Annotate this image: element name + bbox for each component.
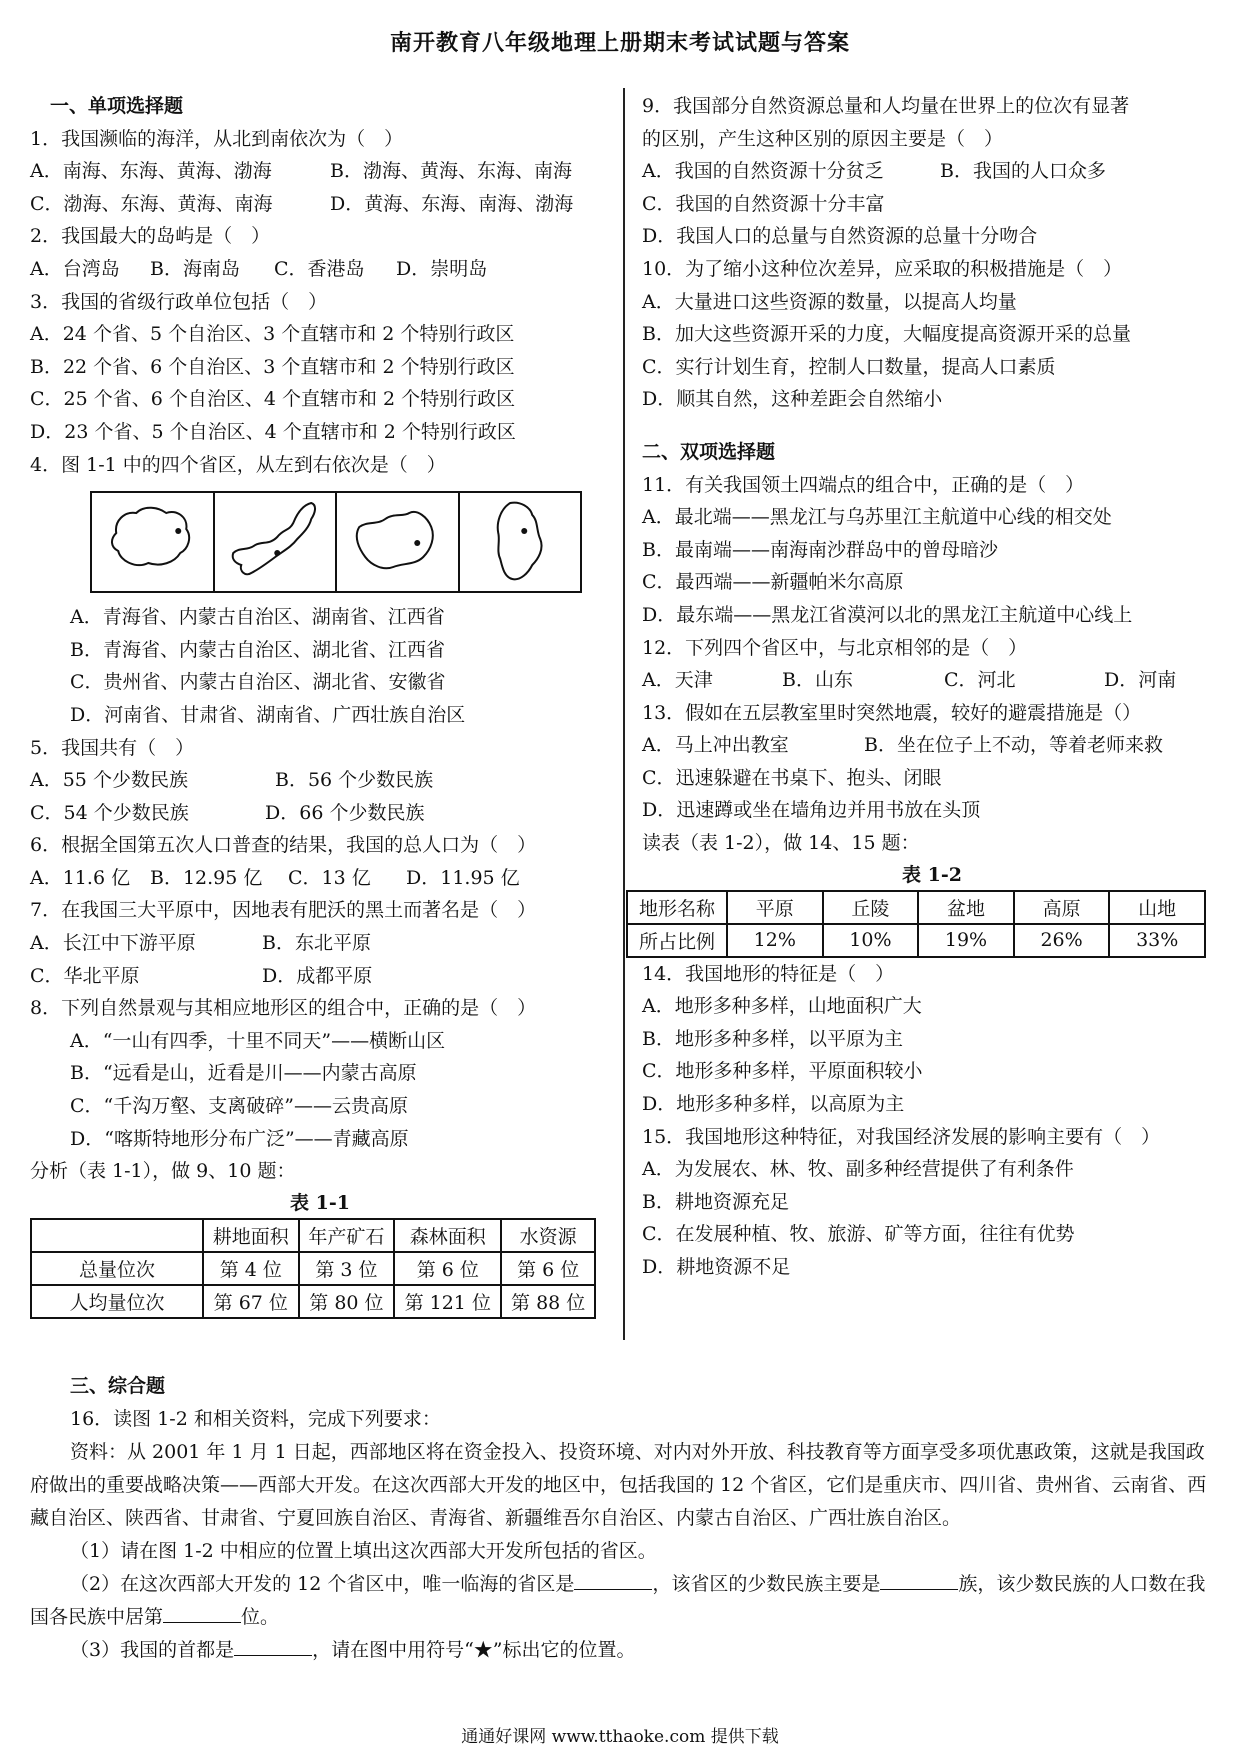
table-header-row	[627, 891, 1205, 924]
section-heading: 三、综合题	[70, 1375, 166, 1397]
question-9-options-ab	[642, 155, 1222, 188]
option-b: B．“远看是山，近看是川——内蒙古高原	[70, 1062, 417, 1085]
table-2-caption: 表 1-2	[902, 863, 962, 886]
option-c: C．渤海、东海、黄海、南海	[30, 192, 273, 215]
province-outline-2	[215, 493, 338, 591]
answer-blank[interactable]	[574, 1571, 652, 1590]
province-shape-icon	[215, 493, 336, 591]
option-d: D．最东端——黑龙江省漠河以北的黑龙江主航道中心线上	[642, 603, 1133, 626]
subquestion-3-text-1: （3）我国的首都是	[70, 1639, 235, 1661]
table-cell: 第 3 位	[299, 1252, 395, 1285]
question-13-options-ab	[642, 729, 1222, 762]
section-heading: 二、双项选择题	[642, 440, 776, 463]
option-d: D．顺其自然，这种差距会自然缩小	[642, 388, 943, 411]
option-c: C．地形多种多样，平原面积较小	[642, 1060, 923, 1083]
province-shape-icon	[92, 493, 213, 591]
table-cell: 人均量位次	[31, 1285, 203, 1318]
table-cell	[31, 1219, 203, 1252]
table-cell: 26%	[1014, 924, 1110, 957]
option-a: A．为发展农、林、牧、副多种经营提供了有利条件	[642, 1158, 1074, 1181]
subquestion-2-text-2: ，该省区的少数民族主要是	[652, 1573, 881, 1595]
question-8: 8．下列自然景观与其相应地形区的组合中，正确的是（ ）	[30, 997, 537, 1020]
question-12-options	[642, 664, 1222, 697]
table-cell: 第 4 位	[203, 1252, 299, 1285]
table-row	[31, 1285, 595, 1318]
question-6: 6．根据全国第五次人口普查的结果，我国的总人口为（ ）	[30, 834, 537, 857]
answer-blank[interactable]	[880, 1571, 958, 1590]
option-a: A．南海、东海、黄海、渤海	[30, 160, 272, 183]
option-c: C．香港岛	[274, 257, 365, 280]
table-cell: 年产矿石	[299, 1219, 395, 1252]
province-shape-icon	[337, 493, 458, 591]
question-11: 11．有关我国领土四端点的组合中，正确的是（ ）	[642, 473, 1085, 496]
question-9-continued: 的区别，产生这种区别的原因主要是（ ）	[642, 127, 1004, 150]
question-7: 7．在我国三大平原中，因地表有肥沃的黑土而著名是（ ）	[30, 899, 537, 922]
option-a: A．“一山有四季，十里不同天”——横断山区	[70, 1029, 446, 1052]
option-d: D．66 个少数民族	[265, 801, 425, 824]
option-d: D．崇明岛	[396, 257, 488, 280]
option-a: A．马上冲出教室	[642, 734, 789, 757]
question-16: 16．读图 1-2 和相关资料，完成下列要求：	[70, 1408, 441, 1430]
column-divider	[623, 88, 625, 1340]
option-a: A．天津	[642, 669, 713, 692]
option-b: B．青海省、内蒙古自治区、湖北省、江西省	[70, 638, 445, 661]
option-c: C．“千沟万壑、支离破碎”——云贵高原	[70, 1095, 408, 1118]
question-10: 10．为了缩小这种位次差异，应采取的积极措施是（ ）	[642, 257, 1123, 280]
option-a: A．台湾岛	[30, 257, 120, 280]
table-header-row	[31, 1219, 595, 1252]
option-c: C．迅速躲避在书桌下、抱头、闭眼	[642, 766, 942, 789]
option-c: C．我国的自然资源十分丰富	[642, 192, 885, 215]
table-cell: 森林面积	[394, 1219, 501, 1252]
option-d: D．河南省、甘肃省、湖南省、广西壮族自治区	[70, 703, 466, 726]
subquestion-2	[30, 1568, 1222, 1634]
option-b: B．耕地资源充足	[642, 1190, 789, 1213]
option-d: D．河南	[1104, 669, 1177, 692]
question-14: 14．我国地形的特征是（ ）	[642, 962, 895, 985]
question-1-options-ab	[30, 155, 610, 188]
province-shape-icon	[460, 493, 581, 591]
question-3: 3．我国的省级行政单位包括（ ）	[30, 290, 328, 313]
option-a: A．11.6 亿	[30, 866, 131, 889]
option-c: C．贵州省、内蒙古自治区、湖北省、安徽省	[70, 671, 446, 694]
question-13: 13．假如在五层教室里时突然地震，较好的避震措施是（）	[642, 701, 1142, 724]
table-cell: 第 6 位	[501, 1252, 595, 1285]
table-cell: 第 67 位	[203, 1285, 299, 1318]
question-9: 9．我国部分自然资源总量和人均量在世界上的位次有显著	[642, 95, 1130, 117]
subquestion-3	[30, 1634, 1222, 1667]
table-cell: 高原	[1014, 891, 1110, 924]
answer-blank[interactable]	[163, 1604, 241, 1623]
option-b: B．22 个省、6 个自治区、3 个直辖市和 2 个特别行政区	[30, 355, 515, 378]
option-c: C．13 亿	[288, 866, 371, 889]
table-cell: 19%	[918, 924, 1014, 957]
province-outline-3	[337, 493, 460, 591]
table-cell: 33%	[1109, 924, 1205, 957]
option-a: A．青海省、内蒙古自治区、湖南省、江西省	[70, 606, 445, 629]
table-cell: 平原	[727, 891, 823, 924]
material-paragraph: 资料：从 2001 年 1 月 1 日起，西部地区将在资金投入、投资环境、对内对外开放、科技教育等方面享受多项优惠政策，这就是我国政府做出的重要战略决策——西部大开发。在这次西部大开发的地区中，包括我国的 12 个省区，它们是重庆市、四川省、贵州省、云南省、西藏自治区、陕西省、甘肃省、宁夏回族自治区、青海省、新疆维吾尔自治区、内蒙古自治区、广西壮族自治区。	[30, 1441, 1207, 1529]
option-a: A．24 个省、5 个自治区、3 个直辖市和 2 个特别行政区	[30, 323, 515, 346]
option-c: C．实行计划生育，控制人口数量，提高人口素质	[642, 355, 1056, 378]
option-d: D．23 个省、5 个自治区、4 个直辖市和 2 个特别行政区	[30, 420, 516, 443]
option-b: B．坐在位子上不动，等着老师来救	[864, 734, 1163, 757]
question-6-options	[30, 862, 610, 895]
option-c: C．54 个少数民族	[30, 801, 189, 824]
spacer	[642, 416, 1222, 436]
question-5: 5．我国共有（ ）	[30, 736, 195, 759]
question-5-options-ab	[30, 764, 610, 797]
option-b: B．渤海、黄海、东海、南海	[330, 160, 572, 183]
question-7-options-cd	[30, 960, 610, 993]
table-cell: 10%	[823, 924, 919, 957]
subquestion-1: （1）请在图 1-2 中相应的位置上填出这次西部大开发所包括的省区。	[70, 1540, 657, 1562]
table-cell: 地形名称	[627, 891, 727, 924]
table-cell: 第 6 位	[394, 1252, 501, 1285]
option-d: D．“喀斯特地形分布广泛”——青藏高原	[70, 1127, 409, 1150]
table-cell: 所占比例	[627, 924, 727, 957]
option-c: C．河北	[944, 669, 1016, 692]
option-b: B．东北平原	[262, 932, 371, 955]
table-cell: 第 121 位	[394, 1285, 501, 1318]
subquestion-2-text-1: （2）在这次西部大开发的 12 个省区中，唯一临海的省区是	[70, 1573, 575, 1595]
option-b: B．地形多种多样，以平原为主	[642, 1027, 903, 1050]
option-d: D．我国人口的总量与自然资源的总量十分吻合	[642, 225, 1038, 248]
question-1: 1．我国濒临的海洋，从北到南依次为（ ）	[30, 127, 404, 150]
table-cell: 耕地面积	[203, 1219, 299, 1252]
question-4: 4．图 1-1 中的四个省区，从左到右依次是（ ）	[30, 453, 446, 476]
table-2	[626, 890, 1206, 958]
option-a: A．地形多种多样，山地面积广大	[642, 995, 922, 1018]
option-c: C．在发展种植、牧、旅游、矿等方面，往往有优势	[642, 1223, 1075, 1246]
province-outline-figure	[90, 491, 582, 593]
question-2-options	[30, 253, 610, 286]
table-2-intro: 读表（表 1-2），做 14、15 题：	[642, 832, 920, 855]
option-b: B．山东	[782, 669, 853, 692]
comprehensive-section	[30, 1370, 1222, 1667]
table-cell: 总量位次	[31, 1252, 203, 1285]
option-b: B．我国的人口众多	[940, 160, 1106, 183]
option-a: A．大量进口这些资源的数量，以提高人均量	[642, 290, 1017, 313]
table-cell: 第 80 位	[299, 1285, 395, 1318]
question-1-options-cd	[30, 188, 610, 221]
table-row	[627, 924, 1205, 957]
table-cell: 第 88 位	[501, 1285, 595, 1318]
question-15: 15．我国地形这种特征，对我国经济发展的影响主要有（ ）	[642, 1125, 1161, 1148]
option-d: D．地形多种多样，以高原为主	[642, 1093, 905, 1116]
option-b: B．加大这些资源开采的力度，大幅度提高资源开采的总量	[642, 323, 1131, 346]
option-b: B．最南端——南海南沙群岛中的曾母暗沙	[642, 538, 998, 561]
province-outline-4	[460, 493, 581, 591]
option-c: C．最西端——新疆帕米尔高原	[642, 571, 904, 594]
option-d: D．11.95 亿	[406, 866, 520, 889]
question-5-options-cd	[30, 797, 610, 830]
section-heading: 一、单项选择题	[50, 95, 184, 117]
table-cell: 山地	[1109, 891, 1205, 924]
left-column	[30, 90, 610, 1319]
option-c: C．25 个省、6 个自治区、4 个直辖市和 2 个特别行政区	[30, 388, 516, 411]
page-title: 南开教育八年级地理上册期末考试试题与答案	[389, 30, 850, 56]
option-a: A．我国的自然资源十分贫乏	[642, 160, 884, 183]
option-b: B．海南岛	[150, 257, 240, 280]
option-a: A．最北端——黑龙江与乌苏里江主航道中心线的相交处	[642, 506, 1112, 529]
table-row	[31, 1252, 595, 1285]
table-1-intro: 分析（表 1-1），做 9、10 题：	[30, 1160, 296, 1183]
option-d: D．成都平原	[262, 964, 373, 987]
option-a: A．55 个少数民族	[30, 769, 188, 792]
table-cell: 水资源	[501, 1219, 595, 1252]
question-12: 12．下列四个省区中，与北京相邻的是（ ）	[642, 636, 1028, 659]
table-1	[30, 1218, 596, 1319]
table-cell: 盆地	[918, 891, 1014, 924]
table-1-caption: 表 1-1	[290, 1191, 350, 1214]
province-outline-1	[92, 493, 215, 591]
subquestion-2-text-3: 族，该少数民族的人口数在我国各民族中居第	[30, 1573, 1206, 1628]
answer-blank[interactable]	[234, 1637, 312, 1656]
option-d: D．迅速蹲或坐在墙角边并用书放在头顶	[642, 799, 981, 822]
option-b: B．56 个少数民族	[275, 769, 434, 792]
subquestion-2-text-4: 位。	[241, 1606, 280, 1628]
question-2: 2．我国最大的岛屿是（ ）	[30, 225, 271, 248]
option-d: D．黄海、东海、南海、渤海	[330, 192, 574, 215]
table-cell: 丘陵	[823, 891, 919, 924]
page-footer: 通通好课网 www.tthaoke.com 提供下载	[461, 1727, 779, 1747]
right-column	[638, 90, 1222, 1284]
option-c: C．华北平原	[30, 964, 140, 987]
question-7-options-ab	[30, 927, 610, 960]
subquestion-3-text-2: ，请在图中用符号“★”标出它的位置。	[312, 1639, 636, 1661]
option-d: D．耕地资源不足	[642, 1256, 791, 1278]
option-a: A．长江中下游平原	[30, 932, 196, 955]
table-cell: 12%	[727, 924, 823, 957]
option-b: B．12.95 亿	[150, 866, 263, 889]
